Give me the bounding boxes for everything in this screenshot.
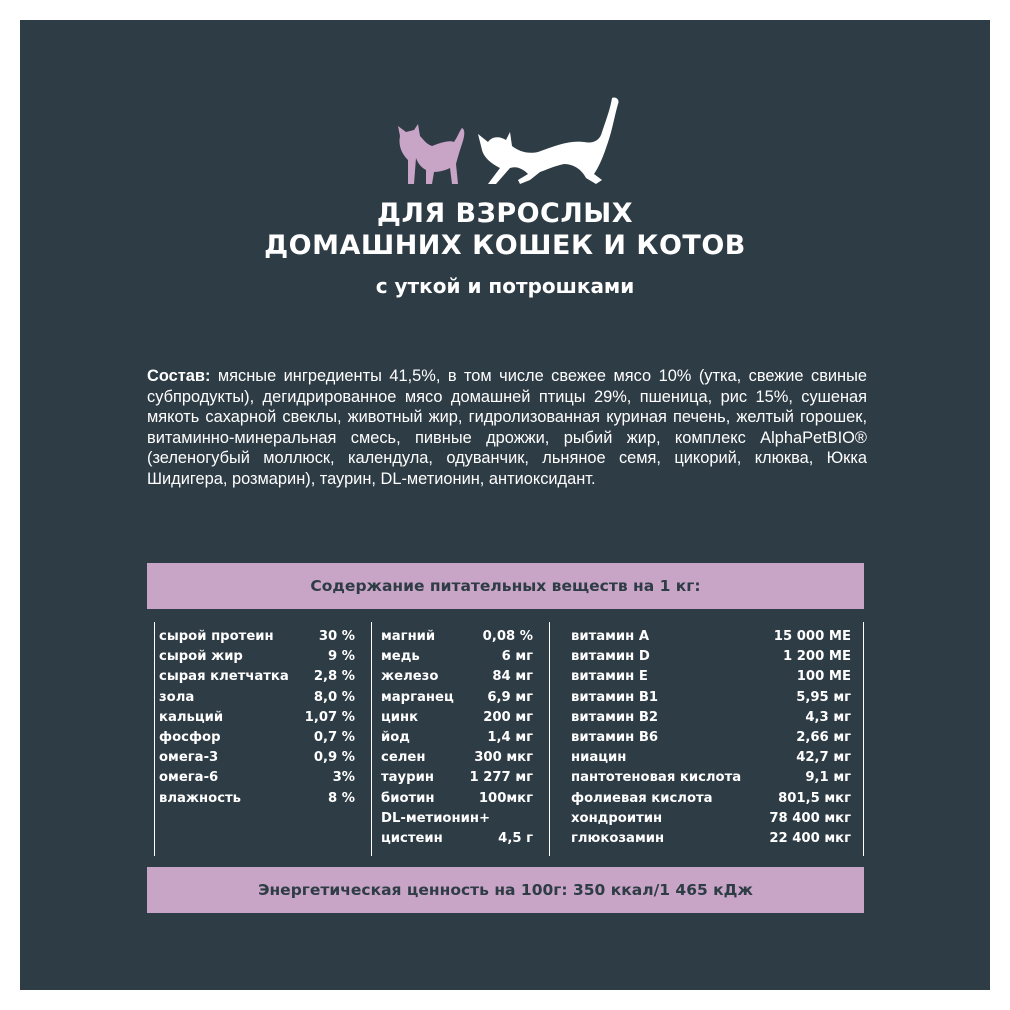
nutrient-name: биотин: [381, 790, 435, 806]
nutrient-row: [159, 728, 355, 748]
nutrient-value: 8 %: [328, 790, 355, 806]
nutrient-name: йод: [381, 729, 410, 745]
nutrient-name: сырой жир: [159, 649, 243, 665]
nutrient-name: фолиевая кислота: [571, 790, 713, 806]
nutrient-row: [381, 708, 533, 728]
nutrient-value: 1,07 %: [304, 709, 355, 725]
nutrient-value: 300 мкг: [474, 750, 533, 766]
nutrient-name: витамин В1: [571, 689, 659, 705]
nutrient-value: 0,7 %: [313, 729, 355, 745]
nutrient-row: [381, 688, 533, 708]
nutrient-name: фосфор: [159, 729, 221, 745]
nutrient-value: 9,1 мг: [805, 770, 851, 786]
nutrient-row: [381, 829, 533, 849]
table-divider: [154, 622, 155, 856]
nutrient-name: железо: [381, 669, 439, 685]
nutrient-name: витамин Е: [571, 669, 648, 685]
nutrient-name: сырая клетчатка: [159, 669, 289, 685]
kitten-icon: [398, 124, 464, 184]
nutrient-value: 84 мг: [492, 669, 533, 685]
nutrient-row: [159, 748, 355, 768]
nutrient-value: 200 мг: [483, 709, 533, 725]
composition-text: [147, 366, 867, 490]
nutrients-column-2: [381, 627, 533, 849]
nutrient-name: магний: [381, 629, 436, 644]
nutrient-value: 100 МЕ: [796, 669, 851, 685]
nutrient-value: 3%: [332, 770, 355, 786]
nutrient-value: 42,7 мг: [796, 750, 851, 766]
nutrient-name: DL-метионин+: [381, 810, 491, 826]
nutrient-value: 4,5 г: [498, 830, 533, 846]
nutrient-name: омега-3: [159, 750, 219, 766]
nutrient-name: витамин В6: [571, 729, 659, 745]
nutrients-column-1: [159, 627, 355, 809]
nutrient-row: [571, 688, 851, 708]
nutrient-name: кальций: [159, 709, 224, 725]
nutrient-row: [381, 768, 533, 788]
nutrient-row: [159, 768, 355, 788]
nutrient-row: [159, 647, 355, 667]
nutrient-value: 22 400 мкг: [769, 830, 851, 846]
composition-label: Состав:: [147, 367, 211, 385]
nutrient-row: [159, 789, 355, 809]
nutrient-row: [571, 768, 851, 788]
nutrient-name: витамин А: [571, 629, 650, 644]
nutrient-value: 100мкг: [478, 790, 533, 806]
nutrient-value: 0,08 %: [482, 629, 533, 644]
nutrient-row: [159, 708, 355, 728]
table-divider: [863, 622, 864, 856]
nutrient-name: зола: [159, 689, 195, 705]
nutrient-value: 1 277 мг: [469, 770, 533, 786]
nutrient-row: [571, 708, 851, 728]
nutrient-value: 801,5 мкг: [778, 790, 851, 806]
nutrient-value: 9 %: [328, 649, 355, 665]
nutrient-row: [571, 627, 851, 647]
nutrient-name: медь: [381, 649, 420, 665]
nutrient-value: 5,95 мг: [796, 689, 851, 705]
nutrient-value: 2,8 %: [313, 669, 355, 685]
nutrient-value: 1,4 мг: [487, 729, 533, 745]
nutrient-row: [571, 809, 851, 829]
nutrient-name: глюкозамин: [571, 830, 665, 846]
product-title-line-1: ДЛЯ ВЗРОСЛЫХ: [376, 198, 634, 229]
nutrient-name: ниацин: [571, 750, 627, 766]
nutrient-row: [381, 789, 533, 809]
nutrient-value: 8,0 %: [313, 689, 355, 705]
nutrient-row: [571, 647, 851, 667]
table-divider: [371, 622, 372, 856]
nutrient-row: [571, 829, 851, 849]
nutrient-value: 30 %: [318, 629, 355, 644]
nutrient-name: витамин В2: [571, 709, 659, 725]
table-divider: [549, 622, 550, 856]
nutrients-table: [147, 609, 864, 867]
composition-body: мясные ингредиенты 41,5%, в том числе свежее мясо 10% (утка, свежие свиные субпродукты), дегидрированное мясо домашней птицы 29%, пшеница, рис 15%, сушеная мякоть сахарной свеклы, животный жир, гидролизованная куриная печень, желтый горошек, витаминно-минеральная смесь, пивные дрожжи, рыбий жир, комплекс AlphaPetBIO® (зеленогубый моллюск, календула, одуванчик, льняное семя, цикорий, клюква, Юкка Шидигера, розмарин), таурин, DL-метионин, антиоксидант.: [147, 367, 868, 488]
nutrient-name: сырой протеин: [159, 629, 274, 644]
nutrient-row: [381, 647, 533, 667]
nutrient-row: [571, 667, 851, 687]
nutrient-row: [571, 748, 851, 768]
nutrient-value: 2,66 мг: [796, 729, 851, 745]
nutrient-row: [159, 667, 355, 687]
cats-illustration: [388, 90, 628, 190]
nutrient-value: 6,9 мг: [487, 689, 533, 705]
product-title-line-2: ДОМАШНИХ КОШЕК И КОТОВ: [264, 230, 746, 261]
nutrient-name: хондроитин: [571, 810, 663, 826]
energy-value: Энергетическая ценность на 100г: 350 ккал/1 465 кДж: [147, 867, 864, 913]
nutrient-row: [381, 728, 533, 748]
nutrient-name: цистеин: [381, 830, 443, 846]
product-subtitle: с уткой и потрошками: [375, 274, 635, 298]
nutrient-value: 4,3 мг: [805, 709, 851, 725]
nutrient-name: омега-6: [159, 770, 219, 786]
nutrient-name: влажность: [159, 790, 241, 806]
nutrient-name: таурин: [381, 770, 434, 786]
nutrient-value: 1 200 МЕ: [782, 649, 851, 665]
nutrient-value: 6 мг: [501, 649, 533, 665]
nutrient-name: пантотеновая кислота: [571, 770, 742, 786]
nutrient-row: [381, 667, 533, 687]
nutrient-row: [571, 789, 851, 809]
nutrient-value: 0,9 %: [313, 750, 355, 766]
nutrient-row: [381, 627, 533, 647]
nutrient-name: витамин D: [571, 649, 650, 665]
nutrient-row: [159, 627, 355, 647]
cat-icon: [478, 97, 619, 184]
nutrient-value: 15 000 МЕ: [773, 629, 851, 644]
nutrient-row: [571, 728, 851, 748]
nutrient-row: [381, 809, 533, 829]
nutrient-name: селен: [381, 750, 426, 766]
nutrients-heading: Содержание питательных веществ на 1 кг:: [147, 563, 864, 609]
nutrient-value: 78 400 мкг: [769, 810, 851, 826]
nutrients-column-3: [571, 627, 851, 849]
nutrient-name: марганец: [381, 689, 454, 705]
nutrient-row: [159, 688, 355, 708]
nutrient-row: [381, 748, 533, 768]
nutrient-name: цинк: [381, 709, 419, 725]
